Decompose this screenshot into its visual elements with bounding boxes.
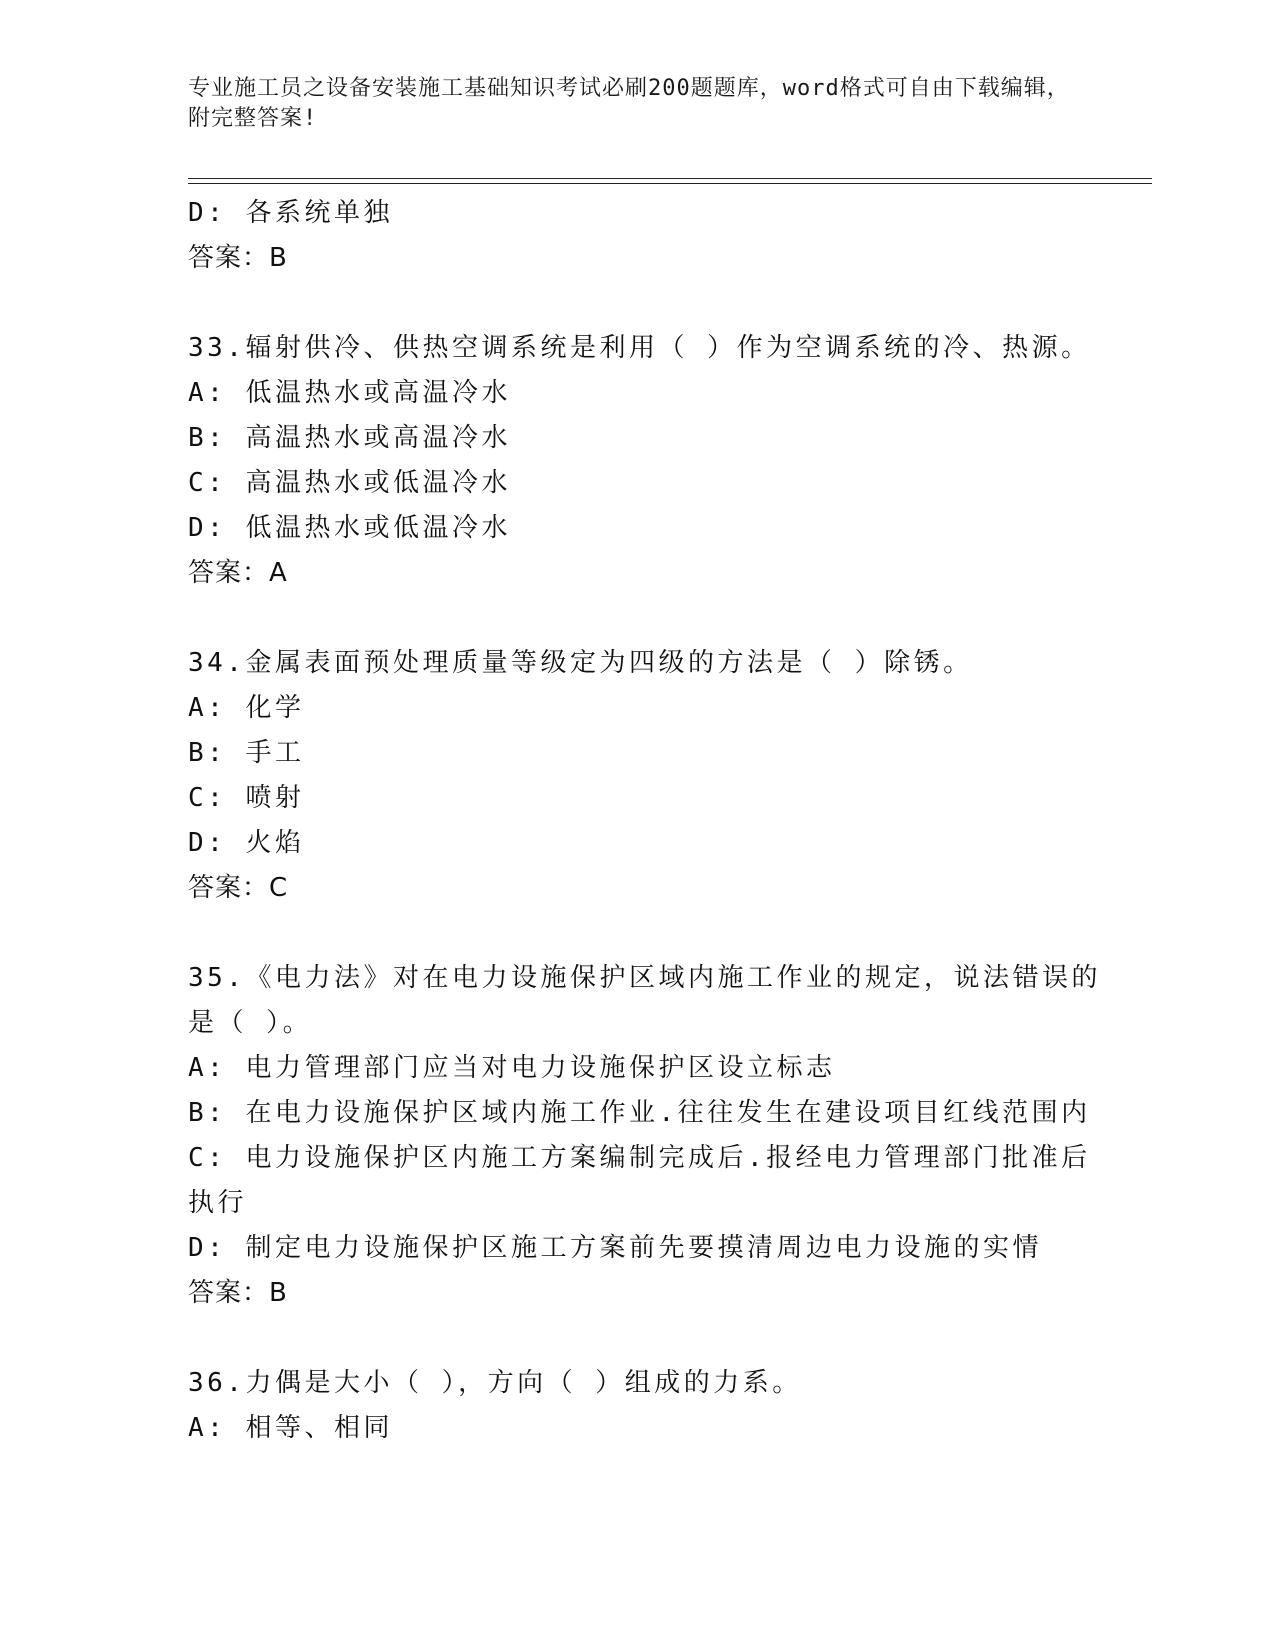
option-c: C: 喷射 [188,783,305,813]
option-d: D: 低温热水或低温冷水 [188,513,511,543]
option-c: C: 高温热水或低温冷水 [188,468,511,498]
option-a: A: 电力管理部门应当对电力设施保护区设立标志 [188,1053,836,1083]
question-stem: 33.辐射供冷、供热空调系统是利用（ ）作为空调系统的冷、热源。 [188,333,1091,363]
option-d: D: 制定电力设施保护区施工方案前先要摸清周边电力设施的实情 [188,1233,1042,1263]
option-c-continuation: 执行 [188,1188,248,1218]
spacer [188,596,1088,641]
option-b: B: 高温热水或高温冷水 [188,423,511,453]
answer-line: 答案：B [188,243,288,273]
option-d: D: 各系统单独 [188,198,393,228]
question-stem: 35.《电力法》对在电力设施保护区域内施工作业的规定，说法错误的 [188,963,1101,993]
header-divider-top [188,178,1152,179]
option-d: D: 火焰 [188,828,305,858]
option-a: A: 低温热水或高温冷水 [188,378,511,408]
option-b: B: 手工 [188,738,305,768]
question-stem: 36.力偶是大小（ ），方向（ ）组成的力系。 [188,1368,802,1398]
spacer [188,1316,1088,1361]
option-a: A: 相等、相同 [188,1413,393,1443]
question-stem-continuation: 是（ ）。 [188,1008,313,1038]
document-header: 专业施工员之设备安装施工基础知识考试必刷200题题库，word格式可自由下载编辑，附完整答案! [188,76,1070,131]
option-c: C: 电力设施保护区内施工方案编制完成后.报经电力管理部门批准后 [188,1143,1091,1173]
option-a: A: 化学 [188,693,305,723]
header-divider-bottom [188,183,1152,184]
spacer [188,281,1088,326]
option-b: B: 在电力设施保护区域内施工作业.往往发生在建设项目红线范围内 [188,1098,1091,1128]
question-stem: 34.金属表面预处理质量等级定为四级的方法是（ ）除锈。 [188,648,973,678]
answer-line: 答案：A [188,558,288,588]
question-list [188,191,1101,1451]
answer-line: 答案：C [188,873,289,903]
spacer [188,911,1088,956]
answer-line: 答案：B [188,1278,288,1308]
